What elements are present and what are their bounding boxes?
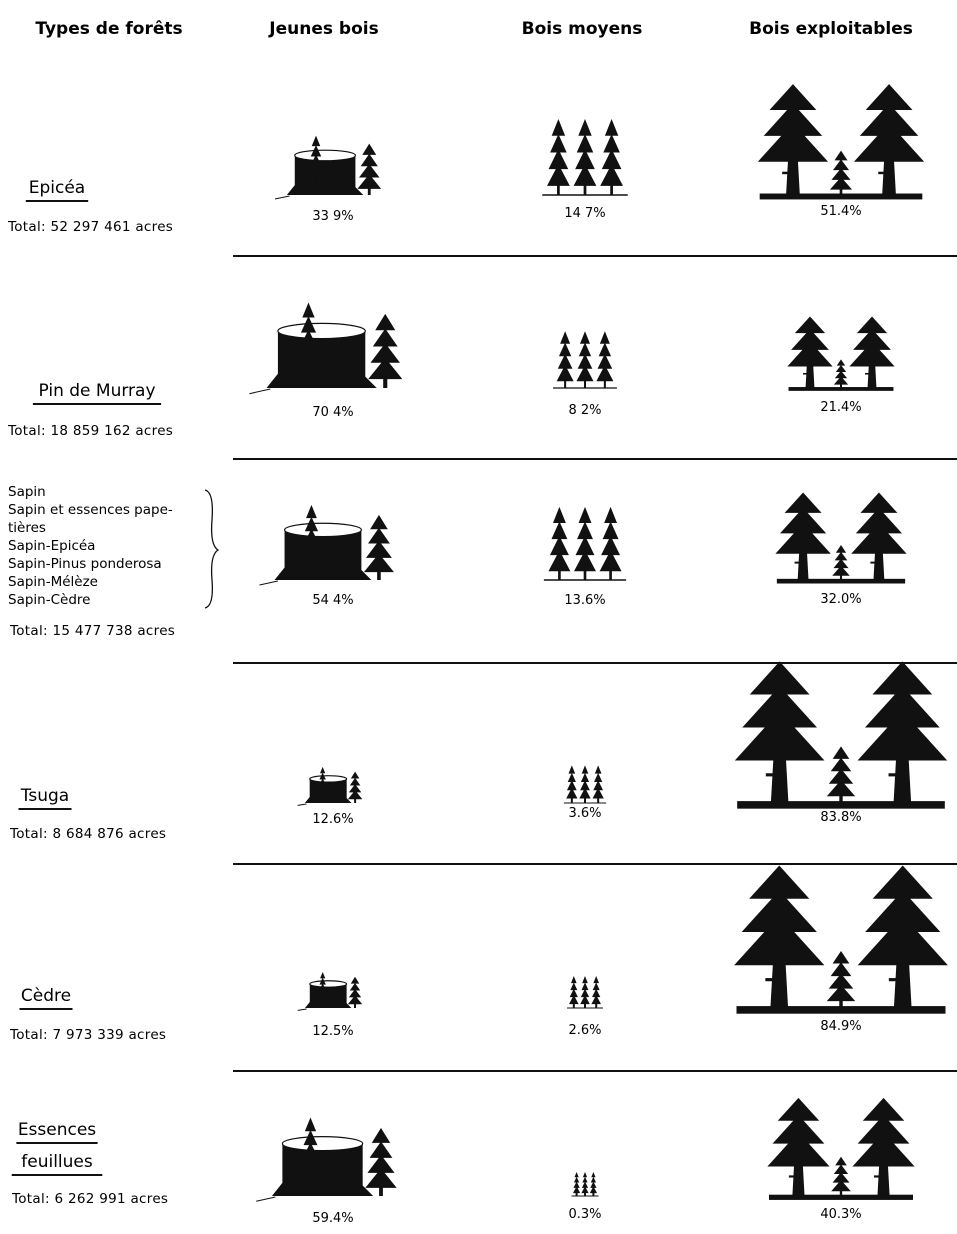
table-row [7, 84, 924, 235]
species-item: Sapin-Mélèze [8, 574, 98, 590]
row-total: Total: 15 477 738 acres [10, 623, 176, 639]
table-row [8, 484, 907, 639]
species-item: tières [8, 520, 46, 536]
species-item: Sapin [8, 484, 46, 500]
forest-type-name: feuillues [21, 1152, 93, 1172]
percent-label: 3.6% [568, 806, 602, 821]
mature-wood-icon [775, 493, 906, 584]
column-header: Bois moyens [521, 19, 643, 39]
percent-label: 32.0% [820, 592, 862, 607]
column-header: Jeunes bois [269, 19, 379, 39]
percent-label: 51.4% [820, 204, 862, 219]
medium-wood-icon [572, 1172, 599, 1196]
table-row [9, 661, 947, 842]
young-wood-icon [298, 767, 363, 806]
species-item: Sapin-Epicéa [8, 538, 96, 554]
forest-type-name: Epicéa [28, 178, 86, 198]
species-item: Sapin-Pinus ponderosa [8, 556, 162, 572]
table-row [7, 303, 895, 440]
table-row [9, 866, 948, 1044]
forest-type-name: Tsuga [20, 786, 70, 806]
young-wood-icon [260, 505, 394, 585]
percent-label: 13.6% [564, 593, 606, 608]
percent-label: 0.3% [568, 1207, 602, 1222]
percent-label: 54 4% [312, 593, 354, 608]
young-wood-icon [275, 136, 381, 199]
mature-wood-icon [787, 316, 894, 390]
forest-type-name: Cèdre [20, 986, 72, 1006]
percent-label: 33 9% [312, 209, 354, 224]
percent-label: 12.6% [312, 812, 354, 827]
forest-type-name: Pin de Murray [38, 381, 156, 401]
percent-label: 83.8% [820, 810, 862, 825]
medium-wood-icon [564, 765, 606, 803]
mature-wood-icon [767, 1098, 914, 1200]
percent-label: 14 7% [564, 206, 606, 221]
percent-label: 40.3% [820, 1207, 862, 1222]
species-item: Sapin-Cèdre [8, 592, 91, 608]
mature-wood-icon [758, 84, 924, 199]
table-row [11, 1098, 915, 1226]
percent-label: 8 2% [568, 403, 602, 418]
species-item: Sapin et essences pape- [8, 502, 173, 518]
mature-wood-icon [734, 866, 948, 1014]
young-wood-icon [256, 1117, 396, 1201]
young-wood-icon [249, 303, 402, 394]
percent-label: 70 4% [312, 405, 354, 420]
forest-type-name: Essences [17, 1120, 97, 1140]
row-total: Total: 7 973 339 acres [10, 1027, 167, 1043]
medium-wood-icon [567, 976, 603, 1008]
medium-wood-icon [544, 507, 626, 580]
mature-wood-icon [735, 661, 947, 808]
row-total: Total: 6 262 991 acres [12, 1191, 169, 1207]
percent-label: 12.5% [312, 1024, 354, 1039]
percent-label: 59.4% [312, 1211, 354, 1226]
medium-wood-icon [553, 331, 617, 388]
percent-label: 84.9% [820, 1019, 862, 1034]
column-header: Types de forêts [35, 19, 183, 39]
row-total: Total: 8 684 876 acres [10, 826, 167, 842]
young-wood-icon [298, 972, 362, 1010]
percent-label: 21.4% [820, 400, 862, 415]
medium-wood-icon [542, 119, 628, 195]
row-total: Total: 52 297 461 acres [8, 219, 174, 235]
species-brace [205, 490, 218, 608]
column-header: Bois exploitables [749, 19, 913, 39]
percent-label: 2.6% [568, 1023, 602, 1038]
row-total: Total: 18 859 162 acres [8, 423, 174, 439]
